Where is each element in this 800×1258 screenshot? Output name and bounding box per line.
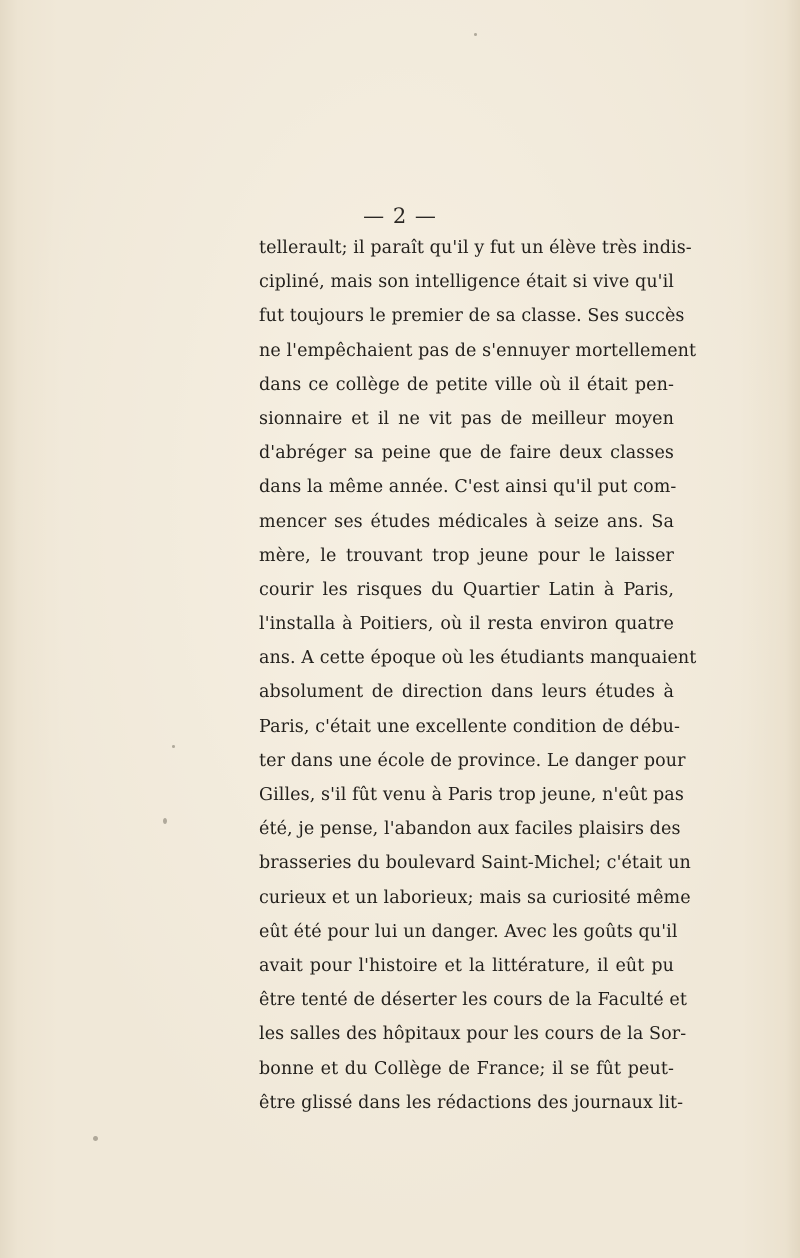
- paper-speck: [93, 1136, 98, 1141]
- text-line: Gilles, s'il fût venu à Paris trop jeune, n'eût pas: [259, 785, 684, 805]
- text-line: avait pour l'histoire et la littérature, il eût pu: [259, 955, 674, 976]
- paper-speck: [163, 818, 167, 824]
- text-line: dans ce collège de petite ville où il était pen-: [259, 374, 674, 395]
- text-line: eût été pour lui un danger. Avec les goûts qu'il: [259, 921, 678, 942]
- text-line: bonne et du Collège de France; il se fût peut-: [259, 1058, 674, 1079]
- text-line: les salles des hôpitaux pour les cours de la Sor-: [259, 1024, 687, 1045]
- text-line: été, je pense, l'abandon aux faciles plaisirs des: [259, 819, 681, 840]
- text-line: mère, le trouvant trop jeune pour le laisser: [259, 545, 674, 566]
- text-line: ans. A cette époque où les étudiants manquaient: [259, 648, 697, 669]
- paper-speck: [474, 33, 477, 36]
- text-line: courir les risques du Quartier Latin à Paris,: [259, 579, 674, 600]
- page-number: — 2 —: [363, 204, 437, 228]
- text-line: mencer ses études médicales à seize ans. Sa: [259, 511, 674, 532]
- text-line: sionnaire et il ne vit pas de meilleur moyen: [259, 408, 674, 429]
- text-line: absolument de direction dans leurs études à: [259, 682, 674, 703]
- paper-speck: [172, 745, 175, 748]
- text-line: Paris, c'était une excellente condition de débu-: [259, 716, 681, 737]
- body-text: [259, 231, 697, 1120]
- text-line: ter dans une école de province. Le danger pour: [259, 750, 686, 771]
- text-line: l'installa à Poitiers, où il resta environ quatre: [259, 614, 674, 635]
- text-line: ne l'empêchaient pas de s'ennuyer mortellement: [259, 340, 697, 361]
- text-line: d'abréger sa peine que de faire deux classes: [259, 443, 674, 464]
- text-line: être tenté de déserter les cours de la Faculté et: [259, 990, 688, 1011]
- text-line: tellerault; il paraît qu'il y fut un élève très indis-: [259, 238, 692, 258]
- text-line: dans la même année. C'est ainsi qu'il put com-: [259, 477, 677, 498]
- text-line: fut toujours le premier de sa classe. Ses succès: [259, 306, 685, 327]
- text-line: brasseries du boulevard Saint-Michel; c'était un: [259, 853, 691, 874]
- text-line: être glissé dans les rédactions des journaux lit-: [259, 1092, 684, 1113]
- text-line: cipliné, mais son intelligence était si vive qu'il: [259, 272, 674, 293]
- text-line: curieux et un laborieux; mais sa curiosité même: [259, 887, 691, 908]
